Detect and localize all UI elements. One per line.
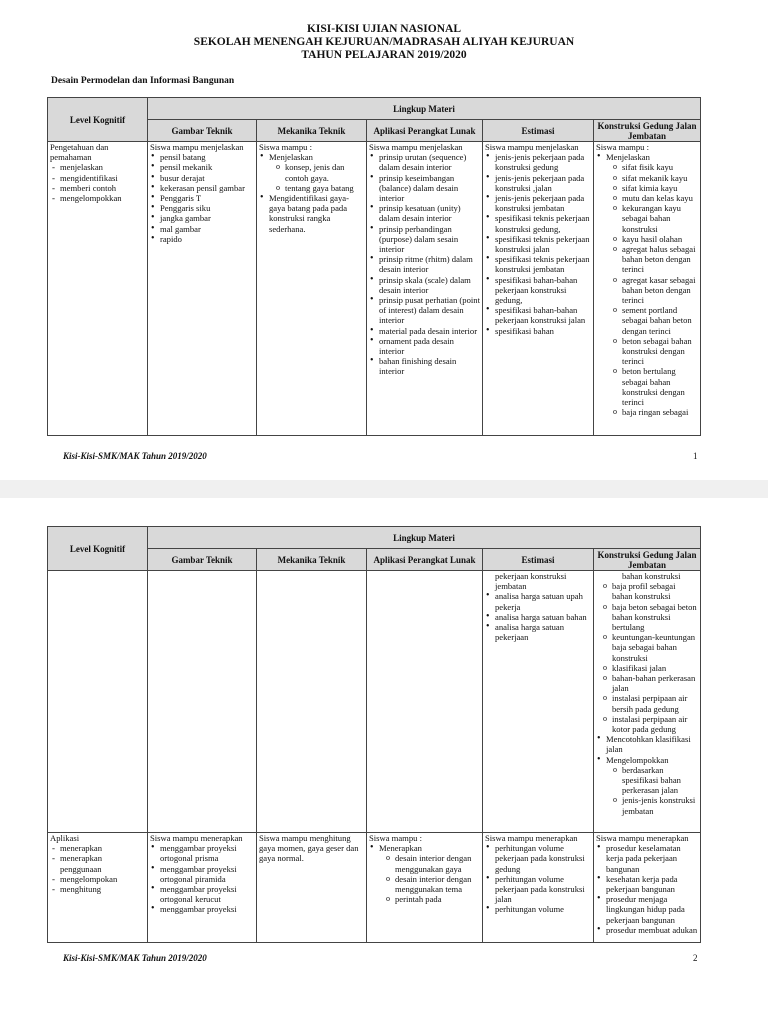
list-item: • jenis-jenis pekerjaan pada konstruksi jembatan (495, 193, 591, 213)
list-item: • kesehatan kerja pada pekerjaan bangunan (606, 874, 698, 894)
sub-item: o agregat kasar sebagai bahan beton dengan terinci (622, 275, 698, 306)
kisi-kisi-table-page-2 (47, 526, 701, 943)
list-item: • prosedur membuat adukan (606, 925, 698, 935)
sub-item: o beton bertulang sebagai bahan konstruksi dengan terinci (622, 366, 698, 407)
sub-item: o instalasi perpipaan air kotor pada gedung (612, 714, 698, 734)
cell-intro: Siswa mampu menjelaskan (150, 142, 244, 152)
cell-estimasi (483, 142, 594, 436)
list-item: • spesifikasi bahan-bahan pekerjaan konstruksi jalan (495, 305, 591, 325)
list-item: • Penggaris T (160, 193, 254, 203)
list-item: • pensil mekanik (160, 162, 254, 172)
cell-gambar-teknik-cont (148, 571, 257, 833)
level-item: - mengelompokan (60, 874, 145, 884)
list-item: • analisa harga satuan upah pekerja (495, 591, 591, 611)
program-subtitle: Desain Permodelan dan Informasi Bangunan (51, 76, 235, 86)
page-separator (0, 480, 768, 498)
sub-item: o sement portland sebagai bahan beton dengan terinci (622, 305, 698, 336)
cell-aplikasi-perangkat-lunak (367, 142, 483, 436)
list-item: • Mencotohkan klasifikasi jalan (606, 734, 698, 754)
header-aplikasi-perangkat-lunak: Aplikasi Perangkat Lunak (367, 549, 483, 571)
list-item: • prinsip kesatuan (unity) dalam desain interior (379, 203, 480, 223)
list-item: • spesifikasi teknis pekerjaan konstruksi jalan (495, 234, 591, 254)
list-item-label: Menjelaskan (269, 152, 313, 163)
list-item: • analisa harga satuan pekerjaan (495, 622, 591, 642)
sub-item: o agregat halus sebagai bahan beton dengan terinci (622, 244, 698, 275)
header-estimasi: Estimasi (483, 120, 594, 142)
list-item-label: Mengelompokkan (606, 754, 669, 765)
list-item (606, 755, 698, 816)
level-item: - menerapkan penggunaan (60, 853, 145, 873)
list-item: • prinsip keseimbangan (balance) dalam desain interior (379, 173, 480, 204)
cell-intro: Siswa mampu menjelaskan (369, 142, 463, 152)
cell-text: Siswa mampu menghitung gaya momen, gaya geser dan gaya normal. (259, 833, 359, 864)
continued-text: bahan konstruksi (622, 571, 681, 581)
list-item: • prosedur keselamatan kerja pada pekerjaan bangunan (606, 843, 698, 874)
sub-item: o baja profil sebagai bahan konstruksi (612, 581, 698, 601)
header-lingkup-materi: Lingkup Materi (148, 98, 701, 120)
list-item: • menggambar proyeksi ortogonal prisma (160, 843, 254, 863)
sub-item: o baja ringan sebagai (622, 407, 698, 417)
list-item (379, 843, 480, 904)
level-item: - mengelompokkan (60, 193, 145, 203)
header-konstruksi: Konstruksi Gedung Jalan Jembatan (594, 549, 701, 571)
sub-item: o sifat mekanik kayu (622, 173, 698, 183)
page-footer: Kisi-Kisi-SMK/MAK Tahun 2019/2020 (63, 451, 207, 461)
level-title: Pengetahuan dan pemahaman (50, 142, 109, 163)
cell-aplikasi-cont (367, 571, 483, 833)
list-item-label: Menerapkan (379, 843, 422, 854)
sub-item: o kekurangan kayu sebagai bahan konstruksi (622, 203, 698, 234)
level-item: - menjelaskan (60, 162, 145, 172)
list-item: • prinsip ritme (rhitm) dalam desain interior (379, 254, 480, 274)
sub-item: o kayu hasil olahan (622, 234, 698, 244)
list-item: • menggambar proyeksi (160, 904, 254, 914)
header-konstruksi: Konstruksi Gedung Jalan Jembatan (594, 120, 701, 142)
sub-item: o mutu dan kelas kayu (622, 193, 698, 203)
sub-item: o tentang gaya batang (285, 183, 364, 193)
sub-item: o berdasarkan spesifikasi bahan perkerasan jalan (622, 765, 698, 796)
header-mekanika-teknik: Mekanika Teknik (257, 120, 367, 142)
list-item: • menggambar proyeksi ortogonal kerucut (160, 884, 254, 904)
document-page-1 (0, 0, 768, 480)
list-item: • material pada desain interior (379, 326, 480, 336)
list-item: • jenis-jenis pekerjaan pada konstruksi ,jalan (495, 173, 591, 193)
list-item: • perhitungan volume pekerjaan pada konstruksi jalan (495, 874, 591, 905)
list-item: • spesifikasi teknis pekerjaan konstruksi gedung, (495, 213, 591, 233)
sub-item: o konsep, jenis dan contoh gaya. (285, 162, 364, 182)
cell-mekanika-teknik-cont (257, 571, 367, 833)
header-gambar-teknik: Gambar Teknik (148, 120, 257, 142)
sub-item: o baja beton sebagai beton bahan konstruksi bertulang (612, 602, 698, 633)
doc-title-line-2: SEKOLAH MENENGAH KEJURUAN/MADRASAH ALIYAH KEJURUAN (193, 36, 575, 48)
cell-konstruksi (594, 142, 701, 436)
page-footer: Kisi-Kisi-SMK/MAK Tahun 2019/2020 (63, 953, 207, 963)
level-cell-continued (48, 571, 148, 833)
cell-aplikasi-perangkat-lunak (367, 833, 483, 943)
list-item: • spesifikasi teknis pekerjaan konstruksi jembatan (495, 254, 591, 274)
sub-item: o perintah pada (395, 894, 480, 904)
level-cell-pengetahuan (48, 142, 148, 436)
cell-konstruksi (594, 833, 701, 943)
header-lingkup-materi: Lingkup Materi (148, 527, 701, 549)
list-item: • perhitungan volume (495, 904, 591, 914)
continued-text: pekerjaan konstruksi jembatan (495, 571, 567, 592)
header-estimasi: Estimasi (483, 549, 594, 571)
cell-gambar-teknik (148, 833, 257, 943)
list-item: • menggambar proyeksi ortogonal piramida (160, 864, 254, 884)
list-item: • Penggaris siku (160, 203, 254, 213)
list-item: • prinsip perbandingan (purpose) dalam sesain interior (379, 224, 480, 255)
level-cell-aplikasi (48, 833, 148, 943)
list-item: • busur derajat (160, 173, 254, 183)
list-item: • ornament pada desain interior (379, 336, 480, 356)
sub-item: o desain interior dengan menggunakan gaya (395, 853, 480, 873)
list-item: • Mengidentifikasi gaya-gaya batang pada pada konstruksi rangka sederhana. (269, 193, 364, 234)
page-number: 1 (693, 451, 698, 461)
header-aplikasi-perangkat-lunak: Aplikasi Perangkat Lunak (367, 120, 483, 142)
sub-item: o bahan-bahan perkerasan jalan (612, 673, 698, 693)
list-item: • rapido (160, 234, 254, 244)
header-gambar-teknik: Gambar Teknik (148, 549, 257, 571)
list-item: • pensil batang (160, 152, 254, 162)
level-item: - menghitung (60, 884, 145, 894)
doc-title-line-3: TAHUN PELAJARAN 2019/2020 (301, 49, 467, 61)
list-item-label: Menjelaskan (606, 152, 650, 163)
level-item: - mengidentifikasi (60, 173, 145, 183)
list-item: • jenis-jenis pekerjaan pada konstruksi gedung (495, 152, 591, 172)
list-item (606, 152, 698, 417)
list-item: • prosedur menjaga lingkungan hidup pada pekerjaan bangunan (606, 894, 698, 925)
list-item: • spesifikasi bahan (495, 326, 591, 336)
sub-item: o desain interior dengan menggunakan tema (395, 874, 480, 894)
list-item: • jangka gambar (160, 213, 254, 223)
list-item: • prinsip urutan (sequence) dalam desain interior (379, 152, 480, 172)
sub-item: o sifat kimia kayu (622, 183, 698, 193)
sub-item: o beton sebagai bahan konstruksi dengan terinci (622, 336, 698, 367)
level-title: Aplikasi (50, 833, 80, 843)
sub-item: o klasifikasi jalan (612, 663, 698, 673)
list-item: • analisa harga satuan bahan (495, 612, 591, 622)
cell-intro: Siswa mampu menjelaskan (485, 142, 579, 152)
cell-estimasi (483, 833, 594, 943)
cell-intro: Siswa mampu : (596, 142, 649, 152)
header-level-kognitif: Level Kognitif (48, 527, 148, 571)
level-item: - memberi contoh (60, 183, 145, 193)
doc-title-line-1: KISI-KISI UJIAN NASIONAL (306, 23, 461, 35)
cell-intro: Siswa mampu menerapkan (596, 833, 689, 843)
sub-item: o sifat fisik kayu (622, 162, 698, 172)
list-item: • bahan finishing desain interior (379, 356, 480, 376)
cell-intro: Siswa mampu menerapkan (150, 833, 243, 843)
cell-mekanika-teknik (257, 142, 367, 436)
list-item: • perhitungan volume pekerjaan pada konstruksi gedung (495, 843, 591, 874)
cell-mekanika-teknik (257, 833, 367, 943)
cell-estimasi-cont (483, 571, 594, 833)
sub-item: o instalasi perpipaan air bersih pada gedung (612, 693, 698, 713)
header-level-kognitif: Level Kognitif (48, 98, 148, 142)
cell-intro: Siswa mampu : (259, 142, 312, 152)
list-item: • spesifikasi bahan-bahan pekerjaan konstruksi gedung, (495, 275, 591, 306)
cell-intro: Siswa mampu menerapkan (485, 833, 578, 843)
list-item: • prinsip pusat perhatian (point of interest) dalam desain interior (379, 295, 480, 326)
level-item: - menerapkan (60, 843, 145, 853)
cell-intro: Siswa mampu : (369, 833, 422, 843)
list-item: • prinsip skala (scale) dalam desain interior (379, 275, 480, 295)
cell-konstruksi-cont (594, 571, 701, 833)
cell-gambar-teknik (148, 142, 257, 436)
page-number: 2 (693, 953, 698, 963)
header-mekanika-teknik: Mekanika Teknik (257, 549, 367, 571)
kisi-kisi-table-page-1 (47, 97, 701, 436)
sub-item: o keuntungan-keuntungan baja sebagai bahan konstruksi (612, 632, 698, 663)
list-item: • kekerasan pensil gambar (160, 183, 254, 193)
document-page-2 (0, 498, 768, 1024)
list-item: • mal gambar (160, 224, 254, 234)
sub-item: o jenis-jenis konstruksi jembatan (622, 795, 698, 815)
list-item (269, 152, 364, 193)
